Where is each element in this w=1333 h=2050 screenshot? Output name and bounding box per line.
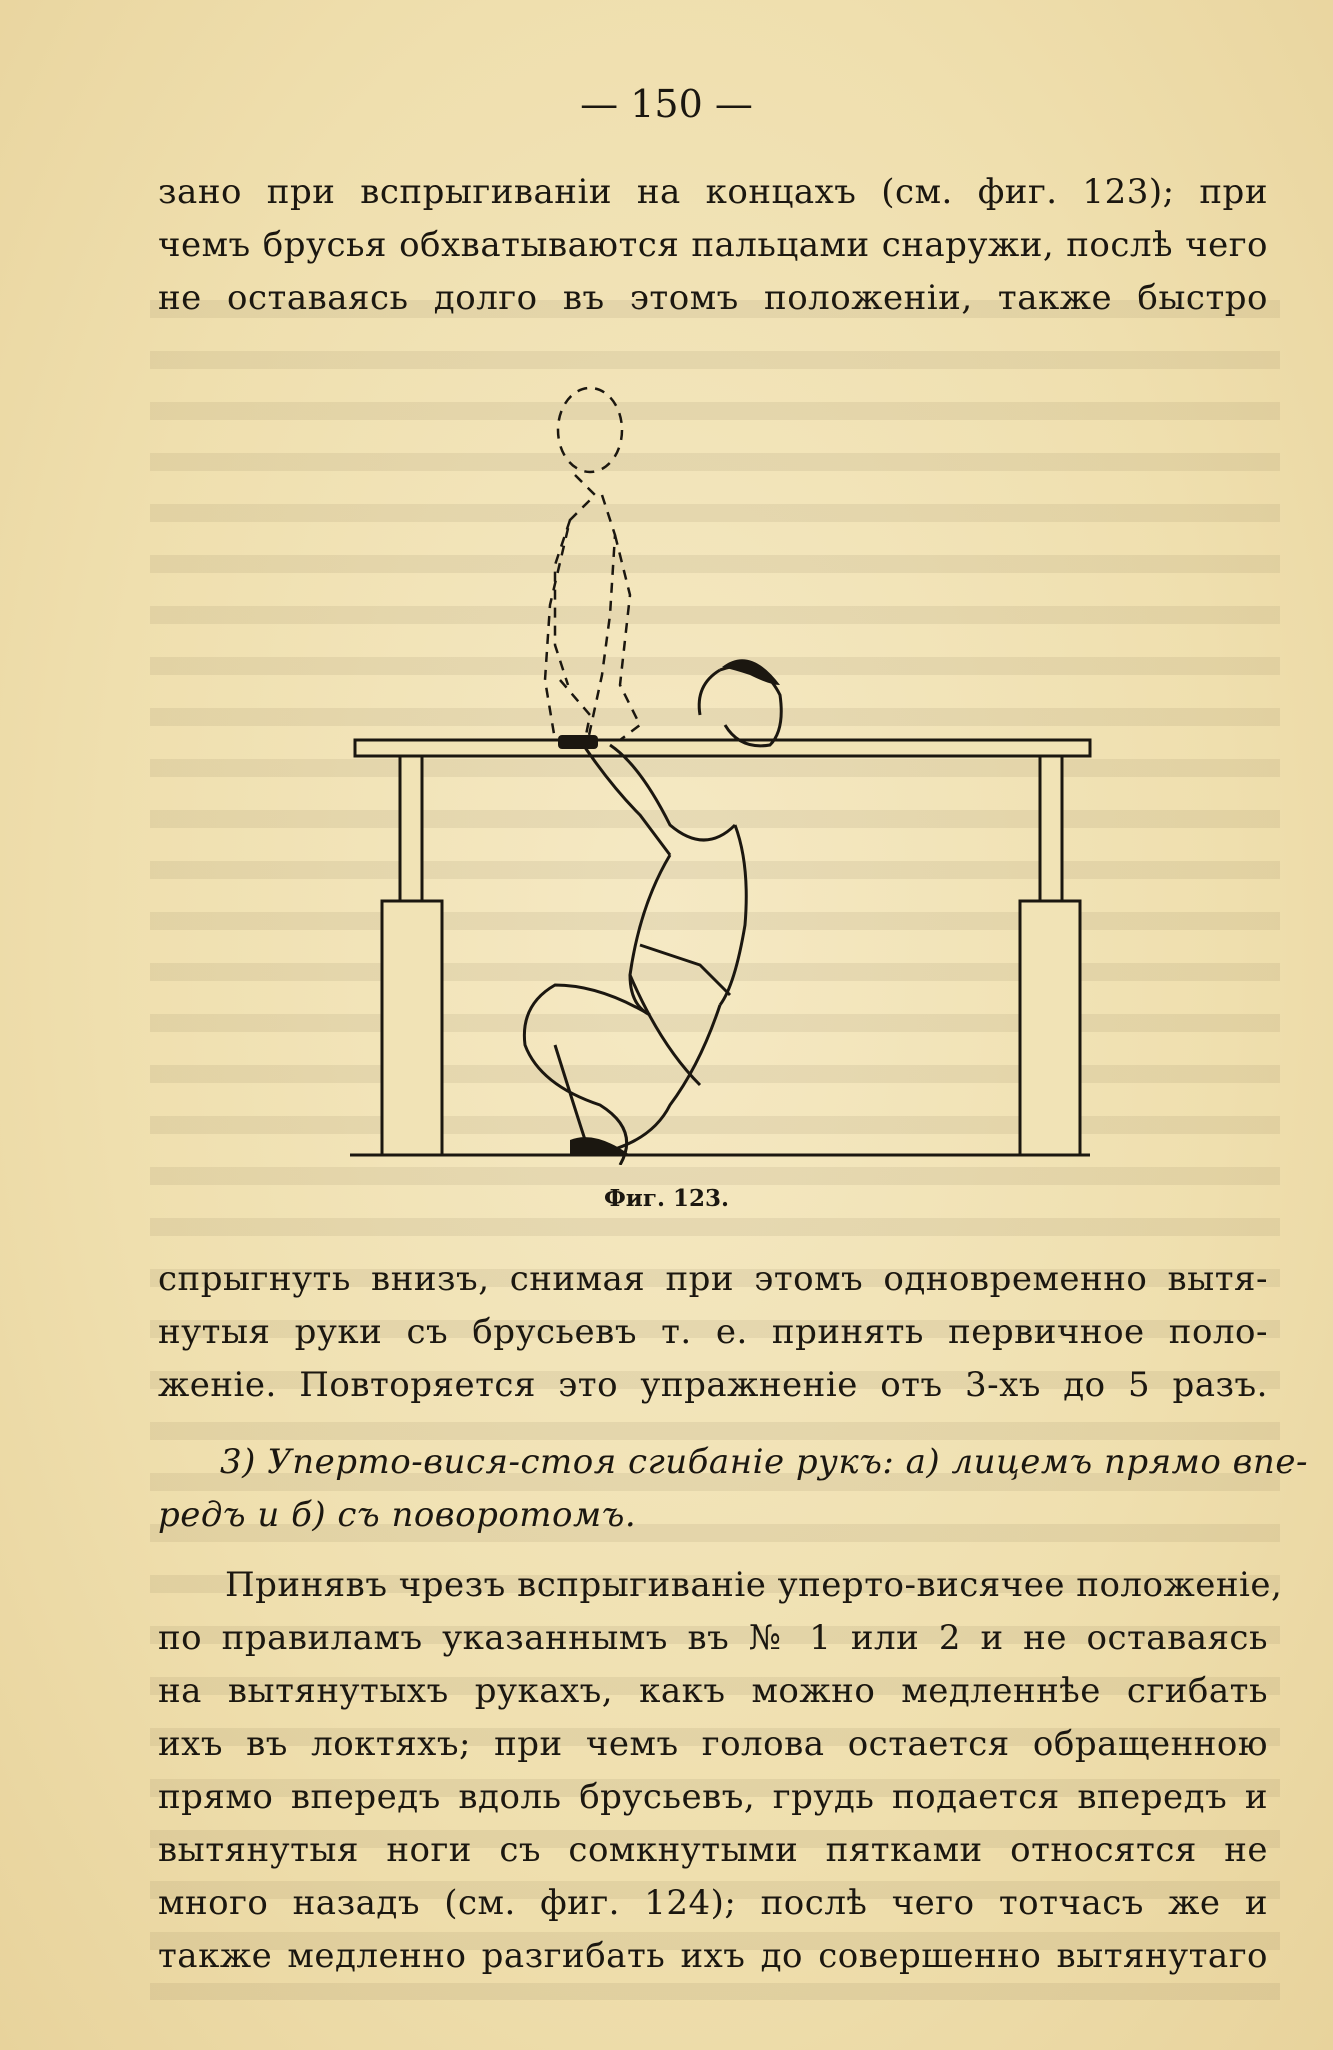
figure-caption: Фиг. 123. xyxy=(603,1185,729,1212)
text-line: прямо впередъ вдоль брусьевъ, грудь подается впередъ и xyxy=(158,1777,1268,1817)
section-heading: 3) Уперто-вися-стоя сгибанiе рукъ: а) лицемъ прямо впе- xyxy=(220,1442,1308,1482)
text-line: спрыгнуть внизъ, снимая при этомъ одновременно вытя- xyxy=(158,1259,1268,1299)
text-line: женiе. Повторяется это упражненiе отъ 3-хъ до 5 разъ. xyxy=(158,1365,1268,1405)
text-line: зано при вспрыгиванiи на концахъ (см. фиг. 123); при xyxy=(158,172,1268,212)
text-line: Принявъ чрезъ вспрыгиванiе уперто-висячее положенiе, xyxy=(225,1565,1283,1605)
parallel-bars-illustration xyxy=(340,385,1110,1165)
section-heading: редъ и б) съ поворотомъ. xyxy=(158,1495,637,1535)
text-line: много назадъ (см. фиг. 124); послѣ чего тотчасъ же и xyxy=(158,1883,1268,1923)
text-line: ихъ въ локтяхъ; при чемъ голова остается обращенною xyxy=(158,1724,1268,1764)
text-line: чемъ брусья обхватываются пальцами снаружи, послѣ чего xyxy=(158,225,1268,265)
page-number: — 150 — xyxy=(580,82,753,126)
text-line: на вытянутыхъ рукахъ, какъ можно медленнѣе сгибать xyxy=(158,1671,1268,1711)
text-line: не оставаясь долго въ этомъ положенiи, также быстро xyxy=(158,278,1268,318)
text-line: нутыя руки съ брусьевъ т. е. принять первичное поло- xyxy=(158,1312,1268,1352)
text-line: вытянутыя ноги съ сомкнутыми пятками относятся не xyxy=(158,1830,1268,1870)
text-line: по правиламъ указаннымъ въ № 1 или 2 и не оставаясь xyxy=(158,1618,1268,1658)
text-line: также медленно разгибать ихъ до совершенно вытянутаго xyxy=(158,1936,1268,1976)
